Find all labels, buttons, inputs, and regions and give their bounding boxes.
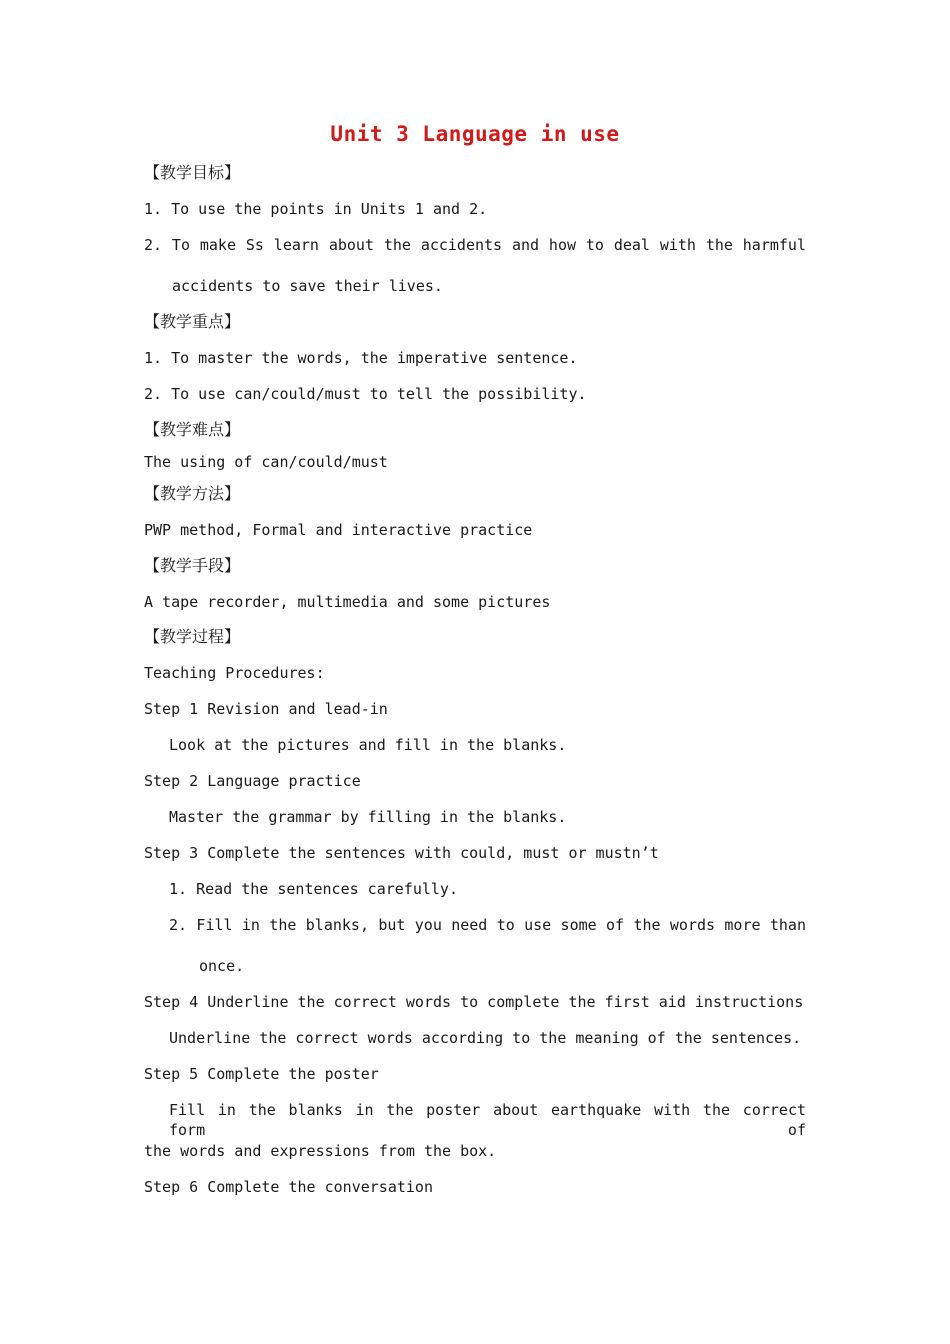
step-5-heading: Step 5 Complete the poster — [144, 1065, 379, 1083]
process-intro: Teaching Procedures: — [144, 664, 325, 682]
page-title: Unit 3 Language in use — [330, 122, 620, 146]
step-3-item-2: 2. Fill in the blanks, but you need to use some of the words more than — [169, 916, 806, 934]
section-heading-objectives: 【教学目标】 — [144, 163, 241, 182]
objective-item-2-continued: accidents to save their lives. — [172, 277, 443, 295]
step-4-heading: Step 4 Underline the correct words to complete the first aid instructions — [144, 993, 804, 1011]
section-heading-difficulties: 【教学难点】 — [144, 420, 241, 439]
step-5-detail-continued: the words and expressions from the box. — [144, 1142, 497, 1160]
step-3-heading: Step 3 Complete the sentences with could, must or mustn’t — [144, 844, 659, 862]
objective-item-1: 1. To use the points in Units 1 and 2. — [144, 200, 488, 218]
methods-text: PWP method, Formal and interactive practice — [144, 521, 533, 539]
key-point-item-1: 1. To master the words, the imperative sentence. — [144, 349, 578, 367]
section-heading-means: 【教学手段】 — [144, 556, 241, 575]
objective-item-2: 2. To make Ss learn about the accidents and how to deal with the harmful — [144, 236, 806, 254]
step-2-detail: Master the grammar by filling in the blanks. — [169, 808, 567, 826]
step-6-heading: Step 6 Complete the conversation — [144, 1178, 433, 1196]
step-4-detail: Underline the correct words according to the meaning of the sentences. — [169, 1029, 802, 1047]
key-point-item-2: 2. To use can/could/must to tell the possibility. — [144, 385, 587, 403]
section-heading-key-points: 【教学重点】 — [144, 312, 241, 331]
section-heading-methods: 【教学方法】 — [144, 484, 241, 503]
means-text: A tape recorder, multimedia and some pictures — [144, 593, 551, 611]
section-heading-process: 【教学过程】 — [144, 627, 241, 646]
step-1-detail: Look at the pictures and fill in the blanks. — [169, 736, 567, 754]
step-2-heading: Step 2 Language practice — [144, 772, 361, 790]
step-5-detail: Fill in the blanks in the poster about earthquake with the correct form of — [169, 1101, 806, 1139]
step-1-heading: Step 1 Revision and lead-in — [144, 700, 388, 718]
step-3-item-2-continued: once. — [199, 957, 245, 975]
step-3-item-1: 1. Read the sentences carefully. — [169, 880, 458, 898]
difficulties-text: The using of can/could/must — [144, 453, 388, 471]
